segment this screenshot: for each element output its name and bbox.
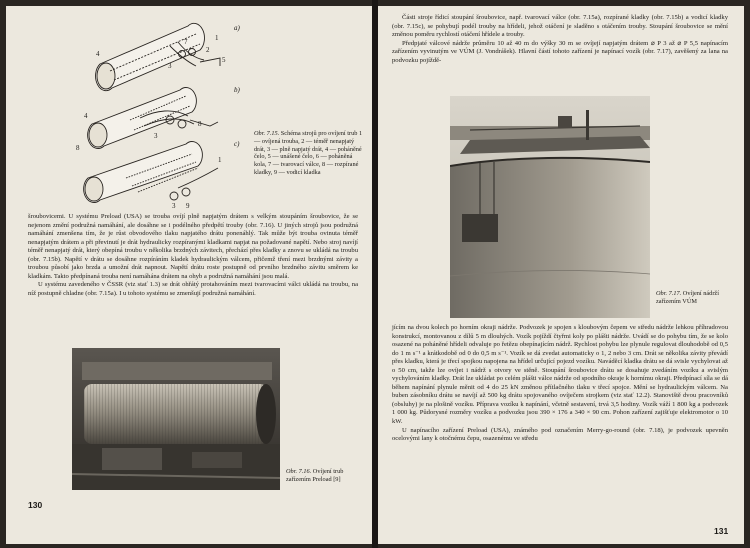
figure-7-16-photo [72,348,280,490]
right-page [378,6,744,544]
part-number: 9 [186,202,190,210]
page-number-right: 131 [714,526,729,536]
part-number: 3 [168,62,172,70]
part-number: 4 [84,112,88,120]
figure-7-16-caption [286,468,364,484]
paragraph: U systému zavedeného v ČSSR (viz stať 1.3) se drát ohřátý protahováním mezi tvarovacími válci ukládá na troubu, na níž postupně chladne (obr. 7.15a). I u tohoto systému se zmenšují podružná namáhání. [28,281,358,297]
caption-text: Ovíjení trub zařízením Preload [9] [286,468,344,483]
panel-label-c: c) [234,140,240,148]
part-number: 5 [222,56,226,64]
part-number: 2 [206,46,210,54]
part-number: 3 [154,132,158,140]
part-number: 4 [96,50,100,58]
left-page [6,6,372,544]
paragraph: jícím na dvou kolech po horním okraji nádrže. Podvozek je spojen s kloubovým čepem ve středu nádrže lehkou příhradovou konstrukcí, montovanou z dílů 5 m dlouhých. Vozík pojíždí čtyřmi koly po plášti nádrže. Uvádí se do pohybu tím, že se kolo osazené na poháněné hřídeli odvaluje po řetězu obepínajícím nádrž. Rychlost pohybu lze plynule regulovat dlouhodobě od 0,5 do 1 m s⁻¹ a krátkodobě od 0 do 0,5 m s⁻¹. Vozík se dá zvedat automaticky o 1, 2 nebo 3 cm. Drát se několika závity převádí přes kladku, která je třecí spojkou napojena na hřídel určující pojezd vozíku. Naváděcí kladka drátu se dá svisle vychylovat až o 50 cm, takže lze ovíjet i nádrž s otvory ve stěně. Stoupání šroubovice drátu se dosahuje zvedáním vozíku a svislým vychylováním kladky. Drát lze ukládat po celém plášti válce nádrže od spodního okraje k hornímu okraji. Předpínací síla se dá během napínání plynule měnit od 4 do 25 kN změnou přítlačného tlaku v třecí spojce. Mění se hydraulickým válcem. Na buben zásobníku drátu se navíjí až 500 kg drátu spojovaného ovíječem strojkem (viz stať 12.2). Stanoviště dvou pracovníků (obsluhy) je na plošině vozíku. Příprava vozíku k napínání, včetně sestavení, trvá 3,5 hodiny. Vozík váží 1 800 kg a podvozek 1 000 kg. Půdorysné rozměry vozíku a podvozku jsou 390 × 176 a 340 × 90 cm. Pohon zařízení zajišťuje elektromotor o 10 kW. [392,324,728,426]
figure-7-15-diagram [70,16,246,212]
panel-c-drawing [84,142,218,203]
caption-title: Obr. 7.17. [656,290,682,297]
panel-label-b: b) [234,86,240,94]
figure-7-17-caption [656,290,728,306]
paragraph: U napínacího zařízení Preload (USA), známého pod označením Merry-go-round (obr. 7.18), je podvozek upevněn ocelovými lany k otočnému čepu, osazenému ve středu [392,426,728,443]
part-number: 3 [172,202,176,210]
part-number: 1 [215,34,219,42]
paragraph: Části stroje řídicí stoupání šroubovice, např. tvarovací válce (obr. 7.15a), rozpírané kladky (obr. 7.15b) a vodicí kladky (obr. 7.15c), se pohybují podél trouby na hřídeli, jehož otáčení je sladěno s otáčením trouby. Stoupání šroubovice se mění změnou poměru rychlostí otáčení hřídele a trouby. [392,14,728,39]
part-number: 7 [184,38,188,46]
panel-label-a: a) [234,24,240,32]
right-bottom-text [392,324,728,444]
panel-b-drawing [88,88,218,149]
part-number: 8 [198,120,202,128]
caption-title: Obr. 7.16. [286,468,312,475]
part-number: 1 [218,156,222,164]
tank-wrapping-photo [450,96,650,318]
panel-a-drawing [96,23,220,90]
pipe-wrapping-photo [72,348,280,490]
caption-text: Schéma strojů pro ovíjení trub 1 — ovíjená trouba, 2 — téměř nenapjatý drát, 3 — plně napjatý drát, 4 — poháněné čelo, 5 — unášené čelo, 6 — poháněná kola, 7 — tvarovací válce, 8 — rozpírané kladky, 9 — vodicí kladka [254,130,363,176]
paragraph: šroubovicemi. U systému Preload (USA) se trouba ovíjí plně napjatým drátem s velkým stoupáním šroubovice, že se nejenom změní podružná namáhání, ale dosáhne se i podélného předpětí trouby (obr. 7.16). U jiných strojů jsou podružná namáhání zmenšena tím, že je růst obvodového tlaku napjatého drátu ponenáhlý. Tak může být trouba ovinuta téměř nenapjatým drátem a při převinutí je drát hydraulicky rozpíranými kladkami napjat na požadované napětí. Nebo stroj navíjí téměř nenapjatý drát, který obepíná troubu v několika brzdných závitech, přechází přes kladky a znovu se ukládá na troubu (obr. 7.15b). Napětí v drátu se dosáhne rozpíráním kladek hydraulickým válcem, přičemž tření mezi brzdnými závity a troubou působí jako brzda a umožní drát napnout. Napětí drátu roste postupně od prvního brzdného závitu směrem ke kladkám. Takto předpínaná trouba není namáhána drátem na ohyb a podružná namáhání jsou malá. [28,213,358,280]
paragraph: Předpjaté válcové nádrže průměru 10 až 40 m do výšky 30 m se ovíjejí napjatým drátem ⌀ P 3 až ⌀ P 5,5 napínacím zařízením vyvinutým ve VÚM (J. Vondrášek). Hlavní částí tohoto zařízení je napínací vozík (obr. 7.17), zavěšený za lana na podvozku pojíždě- [392,39,728,64]
caption-title: Obr. 7.15. [254,130,280,137]
page-number-left: 130 [28,500,43,510]
figure-7-15-schematic [70,16,246,212]
figure-7-17-photo [450,96,650,318]
right-top-text [392,14,728,65]
part-number: 8 [76,144,80,152]
figure-7-15-caption [254,130,364,177]
left-body-text [28,213,358,298]
caption-text: Ovíjení nádrží zařízením VÚM [656,290,719,305]
